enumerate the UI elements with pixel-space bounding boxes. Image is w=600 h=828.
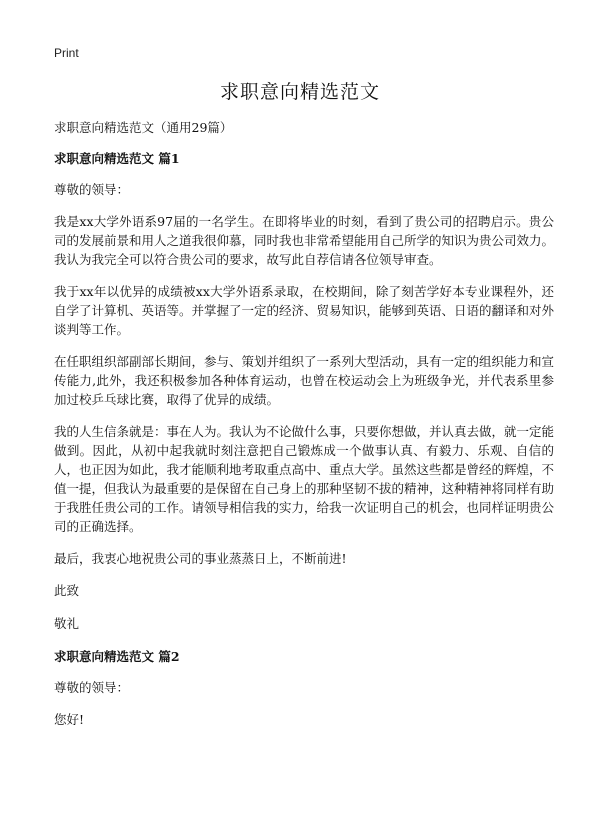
document-subtitle: 求职意向精选范文（通用29篇） — [54, 120, 233, 135]
paragraph: 我的人生信条就是：事在人为。我认为不论做什么事，只要你想做，并认真去做，就一定能做到。因此，从初中起我就时刻注意把自己锻炼成一个做事认真、有毅力、乐观、自信的人，也正因为如此，我才能顺利地考取重点高中、重点大学。虽然这些都是曾经的辉煌，不值一提，但我认为最重要的是保留在自己身上的那种坚韧不拔的精神，这种精神将同样有助于我胜任贵公司的工作。请领导相信我的实力，给我一次证明自己的机会，也同样证明贵公司的正确选择。 — [54, 424, 555, 534]
paragraph: 我于xx年以优异的成绩被xx大学外语系录取，在校期间，除了刻苦学好本专业课程外，还自学了计算机、英语等。并掌握了一定的经济、贸易知识，能够到英语、日语的翻译和对外谈判等工作。 — [54, 284, 555, 337]
paragraph: 我是xx大学外语系97届的一名学生。在即将毕业的时刻，看到了贵公司的招聘启示。贵公司的发展前景和用人之道我很仰慕，同时我也非常希望能用自己所学的知识为贵公司效力。我认为我完全可以符合贵公司的要求，故写此自荐信请各位领导审查。 — [54, 214, 555, 267]
paragraph: 在任职组织部副部长期间，参与、策划并组织了一系列大型活动，具有一定的组织能力和宣传能力,此外，我还积极参加各种体育运动，也曾在校运动会上为班级争光，并代表系里参加过校乒乓球比赛，取得了优异的成绩。 — [54, 354, 555, 407]
section-1-salutation: 尊敬的领导： — [54, 182, 130, 197]
section-2-salutation: 尊敬的领导： — [54, 680, 130, 695]
page-title: 求职意向精选范文 — [219, 81, 380, 103]
closing-line-1: 此致 — [54, 583, 80, 598]
section-2-heading: 求职意向精选范文 篇2 — [54, 649, 180, 664]
paragraph: 最后，我衷心地祝贵公司的事业蒸蒸日上，不断前进! — [54, 551, 347, 566]
document-body — [54, 118, 554, 742]
closing-line-2: 敬礼 — [54, 616, 80, 631]
section-2-greeting: 您好! — [54, 712, 85, 727]
section-1-heading: 求职意向精选范文 篇1 — [54, 151, 180, 166]
print-link[interactable]: Print — [54, 46, 79, 60]
